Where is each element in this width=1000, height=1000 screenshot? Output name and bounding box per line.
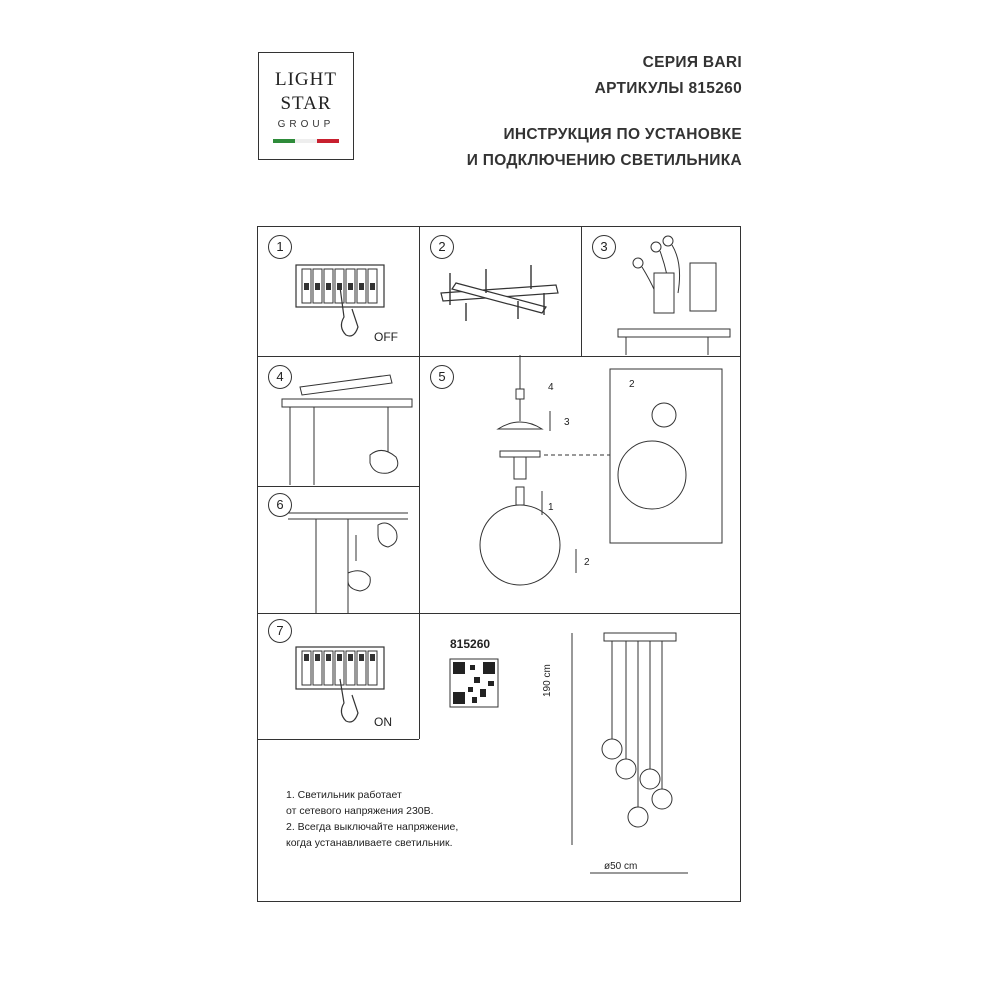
logo-text-star: STAR bbox=[280, 93, 332, 114]
step-2-number: 2 bbox=[430, 235, 454, 259]
note-line-2: от сетевого напряжения 230В. bbox=[286, 805, 434, 817]
instruction-title-line1: ИНСТРУКЦИЯ ПО УСТАНОВКЕ bbox=[503, 126, 742, 143]
step-5-arrow-label-1: 1 bbox=[548, 502, 554, 513]
step-5-arrow-label-3: 3 bbox=[564, 417, 570, 428]
mounting-bracket-icon bbox=[436, 263, 566, 333]
step-7-label: ON bbox=[374, 715, 392, 729]
step-7-number: 7 bbox=[268, 619, 292, 643]
step-6-number: 6 bbox=[268, 493, 292, 517]
step-1-number: 1 bbox=[268, 235, 292, 259]
height-dimension-label: 190 cm bbox=[542, 664, 553, 697]
article-title: АРТИКУЛЫ 815260 bbox=[594, 80, 742, 97]
step-4-number: 4 bbox=[268, 365, 292, 389]
step-5-arrow-label-2: 2 bbox=[584, 557, 590, 568]
instruction-grid bbox=[257, 226, 741, 902]
ceiling-mount-icon bbox=[270, 365, 415, 483]
step-5-detail-label: 2 bbox=[629, 379, 635, 390]
logo-text-group: GROUP bbox=[277, 119, 335, 130]
qr-code-icon bbox=[450, 659, 498, 707]
brand-logo bbox=[258, 52, 354, 160]
diameter-dimension-label: ø50 cm bbox=[604, 861, 638, 872]
product-dimension-diagram bbox=[554, 619, 734, 889]
logo-text-light: LIGHT bbox=[275, 69, 337, 90]
step-5-number: 5 bbox=[430, 365, 454, 389]
note-line-4: когда устанавливаете светильник. bbox=[286, 837, 453, 849]
wiring-terminal-icon bbox=[598, 233, 738, 353]
height-adjust-icon bbox=[288, 505, 413, 613]
series-title: СЕРИЯ BARI bbox=[642, 54, 742, 71]
note-line-1: 1. Светильник работает bbox=[286, 789, 402, 801]
instruction-title-line2: И ПОДКЛЮЧЕНИЮ СВЕТИЛЬНИКА bbox=[466, 152, 742, 169]
step-1-label: OFF bbox=[374, 330, 398, 344]
step-5-arrow-label-4: 4 bbox=[548, 382, 554, 393]
product-article-number: 815260 bbox=[450, 637, 491, 651]
safety-notes bbox=[286, 787, 458, 851]
italian-flag-stripe bbox=[273, 139, 339, 143]
step-3-number: 3 bbox=[592, 235, 616, 259]
shade-assembly-icon bbox=[458, 355, 728, 605]
note-line-3: 2. Всегда выключайте напряжение, bbox=[286, 821, 459, 833]
